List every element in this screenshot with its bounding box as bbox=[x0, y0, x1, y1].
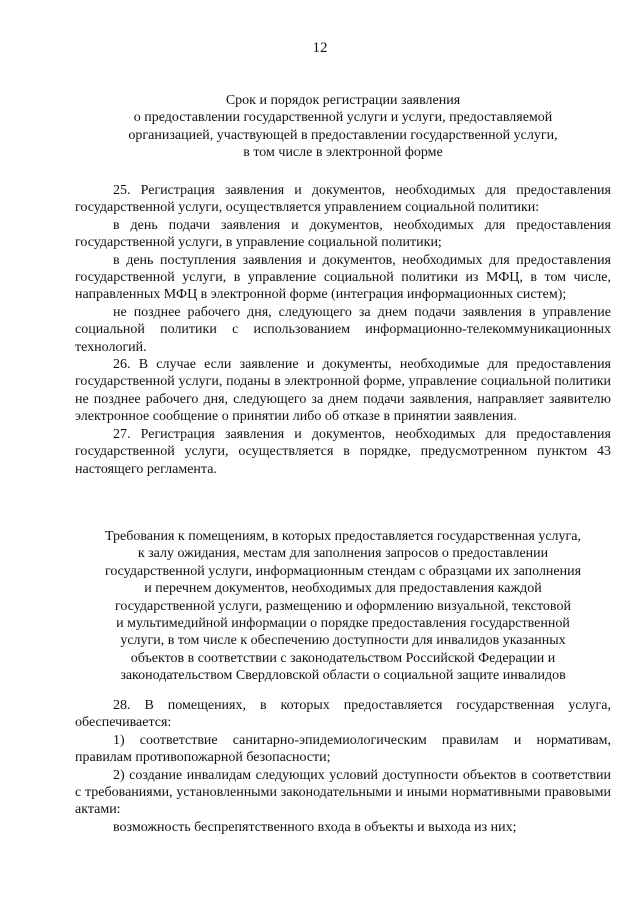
paragraph-25: 25. Регистрация заявления и документов, необходимых для предоставления государственной услуги, осуществляется управлением социальной политики: bbox=[75, 183, 611, 216]
paragraph-list-item: возможность беспрепятственного входа в объекты и выхода из них; bbox=[113, 819, 517, 835]
heading-line: законодательством Свердловской области о социальной защите инвалидов bbox=[120, 668, 566, 684]
paragraph-list-item: в день поступления заявления и документов, необходимых для предоставления государственной услуги, в управление социальной политики из МФЦ, в том числе, направленных МФЦ в электронной форме (интеграция информационных систем); bbox=[75, 252, 611, 303]
heading-line: и перечнем документов, необходимых для предоставления каждой bbox=[144, 581, 542, 597]
paragraph-27: 27. Регистрация заявления и документов, необходимых для предоставления государственной услуги, осуществляется в порядке, предусмотренном пунктом 43 настоящего регламента. bbox=[75, 426, 611, 477]
heading-line: объектов в соответствии с законодательством Российской Федерации и bbox=[130, 650, 556, 666]
heading-line: организацией, участвующей в предоставлении государственной услуги, bbox=[128, 127, 558, 143]
section-heading-registration bbox=[75, 92, 611, 162]
page-number: 12 bbox=[312, 40, 328, 56]
heading-line: Требования к помещениям, в которых предоставляется государственная услуга, bbox=[105, 529, 581, 544]
paragraph-26: 26. В случае если заявление и документы, необходимые для предоставления государственной услуги, поданы в электронной форме, управление социальной политики не позднее рабочего дня, следующего за днем подачи заявления, направляет заявителю электронное сообщение о принятии либо об отказе в принятии заявления. bbox=[75, 357, 611, 425]
section-body-registration bbox=[75, 182, 611, 478]
paragraph-list-item: 2) создание инвалидам следующих условий доступности объектов в соответствии с требованиями, установленными законодательными и иными нормативными правовыми актами: bbox=[75, 767, 611, 818]
paragraph-list-item: не позднее рабочего дня, следующего за днем подачи заявления в управление социальной политики с использованием информационно-телекоммуникационных технологий. bbox=[75, 304, 611, 355]
heading-line: к залу ожидания, местам для заполнения запросов о предоставлении bbox=[137, 546, 549, 562]
heading-line: Срок и порядок регистрации заявления bbox=[225, 93, 461, 108]
heading-line: государственной услуги, информационным стендам с образцами их заполнения bbox=[104, 563, 582, 579]
section-body-premises bbox=[75, 697, 611, 836]
section-heading-premises bbox=[75, 528, 611, 685]
heading-line: и мультимедийной информации о порядке предоставления государственной bbox=[116, 616, 570, 632]
paragraph-list-item: в день подачи заявления и документов, необходимых для предоставления государственной услуги, в управление социальной политики; bbox=[75, 217, 611, 251]
paragraph-list-item: 1) соответствие санитарно-эпидемиологическим правилам и нормативам, правилам противопожарной безопасности; bbox=[75, 732, 611, 766]
heading-line: государственной услуги, размещению и оформлению визуальной, текстовой bbox=[115, 598, 571, 614]
heading-line: в том числе в электронной форме bbox=[243, 145, 443, 161]
paragraph-28: 28. В помещениях, в которых предоставляется государственная услуга, обеспечивается: bbox=[75, 698, 611, 731]
heading-line: о предоставлении государственной услуги и услуги, предоставляемой bbox=[133, 110, 553, 126]
heading-line: услуги, в том числе к обеспечению доступности для инвалидов указанных bbox=[120, 633, 566, 649]
